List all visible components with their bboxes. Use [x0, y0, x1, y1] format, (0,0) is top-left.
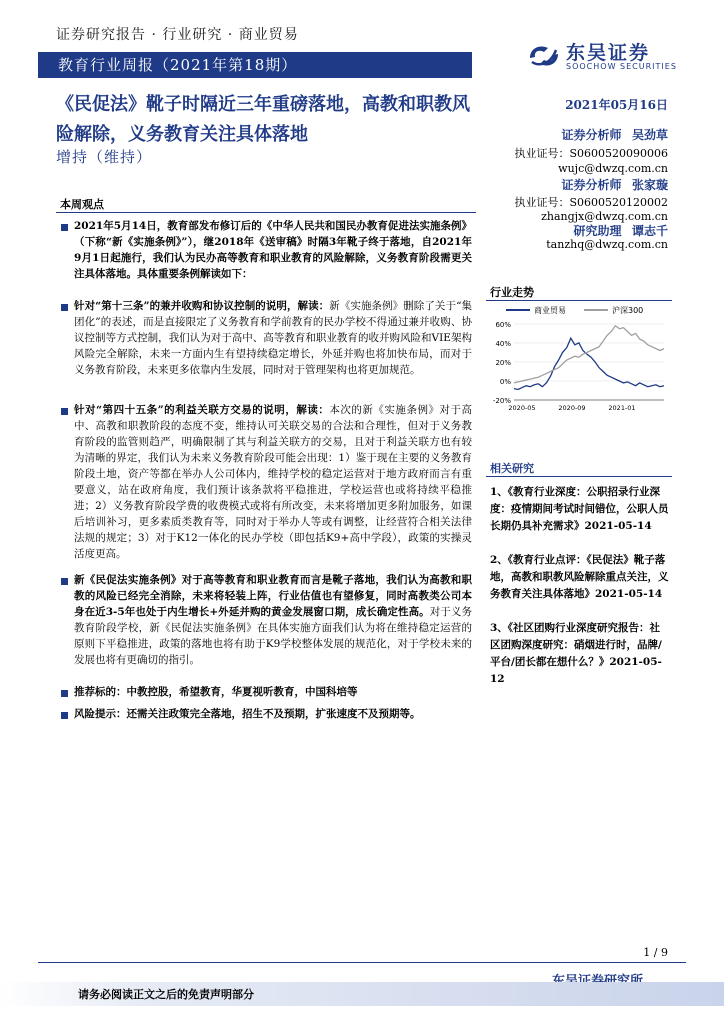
bullet-bold: 推荐标的：中教控股，希望教育，华夏视听教育，中国科培等: [74, 686, 358, 698]
logo-mark-icon: [526, 40, 562, 72]
bullet-icon: [61, 304, 68, 311]
x-tick-label: 2020-09: [558, 404, 586, 412]
analyst-name: 谭志千: [631, 224, 668, 238]
logo-text-en: SOOCHOW SECURITIES: [566, 62, 677, 71]
analyst-email[interactable]: zhangjx@dwzq.com.cn: [541, 210, 668, 223]
report-category: 证券研究报告 · 行业研究 · 商业贸易: [56, 27, 299, 43]
related-item[interactable]: 1、《教育行业深度：公职招录行业深度：疫情期间考试时间错位，公职人员长期仍具补充需求》2021-05-14: [490, 486, 669, 532]
analyst-name: 张家璇: [631, 178, 668, 192]
y-tick-label: 40%: [495, 339, 511, 348]
related-divider: [486, 476, 672, 477]
analyst-name: 吴劲草: [631, 128, 668, 142]
disclaimer-note: 请务必阅读正文之后的免责声明部分: [78, 988, 254, 1001]
related-research-label: 相关研究: [490, 462, 534, 475]
report-series-title: 教育行业周报（2021年第18期）: [58, 56, 298, 74]
bullet-icon: [61, 690, 68, 697]
legend-label: 沪深300: [612, 306, 644, 315]
rating: 增持（维持）: [56, 148, 153, 166]
y-tick-label: 20%: [495, 358, 511, 367]
bullet-paragraph: [74, 218, 472, 282]
analyst-3: [573, 222, 668, 239]
analyst-email[interactable]: tanzhq@dwzq.com.cn: [546, 238, 668, 251]
bullet-icon: [61, 578, 68, 585]
bullet-icon: [61, 224, 68, 231]
bullet-paragraph: [74, 706, 472, 722]
industry-trend-chart: [484, 300, 672, 418]
bullet-bold: 2021年5月14日，教育部发布修订后的《中华人民共和国民办教育促进法实施条例》（下称“新《实施条例》”），继2018年《送审稿》时隔3年靴子终于落地，自2021年9月1日起施行，我们认为民办高等教育和职业教育的风险解除，义务教育阶段需更关注具体落地。具体重要条例解读如下：: [74, 220, 472, 280]
bullet-bold: 针对“第四十五条”的利益关联方交易的说明，解读：: [74, 404, 330, 416]
analyst-role: 证券分析师: [561, 128, 622, 142]
footer-divider: [38, 962, 686, 963]
bullet-bold: 针对“第十三条”的兼并收购和协议控制的说明，解读：: [74, 300, 330, 312]
bullet-paragraph: [74, 684, 472, 700]
chart-title: 行业走势: [490, 286, 534, 299]
y-tick-label: 60%: [495, 320, 511, 329]
series-line: [514, 326, 664, 383]
y-tick-label: -20%: [492, 397, 511, 405]
legend-label: 商业贸易: [534, 306, 566, 315]
bullet-bold: 新《民促法实施条例》对于高等教育和职业教育而言是靴子落地，我们认为高教和职教的风险已经完全消除，未来将轻装上阵，行业估值也有望修复，同时高教类公司本身在近3-5年也处于内生增长+外延并购的黄金发展窗口期，成长确定性高。: [74, 574, 472, 618]
section-label: 本周观点: [60, 198, 104, 211]
analyst-cert: 执业证号：S0600520090006: [514, 147, 668, 160]
analyst-cert: 执业证号：S0600520120002: [514, 196, 668, 209]
bullet-icon: [61, 408, 68, 415]
report-date: 2021年05月16日: [565, 98, 668, 112]
bullet-paragraph: [74, 572, 472, 668]
bullet-paragraph: [74, 298, 472, 378]
section-divider: [56, 212, 476, 213]
bullet-icon: [61, 712, 68, 719]
analyst-role: 研究助理: [573, 224, 622, 238]
related-item[interactable]: 3、《社区团购行业深度研究报告：社区团购深度研究：硝烟进行时，品牌/平台/团长都在想什么？》2021-05-12: [490, 622, 662, 685]
x-tick-label: 2021-01: [608, 404, 636, 412]
bullet-text: 本次的新《实施条例》对于高中、高教和职教阶段的态度不变，维持认可关联交易的合法和合理性，但对于义务教育阶段的监管则趋严，明确限制了其与利益关联方的交易，且对于利益关联方也有较为清晰的界定，我们认为未来义务教育阶段可能会出现：1）鉴于现在主要的义务教育阶段土地，资产等都在举办人公司体内，维持学校的稳定运营对于地方政府而言有重要意义，站在政府角度，我们预计该条款将平稳推进，学校运营也或将持续平稳推进；2）义务教育阶段学费的收费模式或将有所改变，未来将增加更多附加服务，如课后培训补习，更多素质类教育等，同时对于举办人等或有调整，让经营符合相关法律法规的规定；3）对于K12一体化的民办学校（即包括K9+高中学段），政策的实操灵活度更高。: [74, 404, 472, 560]
analyst-role: 证券分析师: [561, 178, 622, 192]
report-headline: 《民促法》靴子时隔近三年重磅落地，高教和职教风险解除，义务教育关注具体落地: [56, 94, 470, 145]
analyst-email[interactable]: wujc@dwzq.com.cn: [558, 162, 668, 175]
analyst-2: [561, 176, 668, 193]
bullet-bold: 风险提示：还需关注政策完全落地，招生不及预期，扩张速度不及预期等。: [74, 708, 421, 720]
x-tick-label: 2020-05: [508, 404, 536, 412]
bullet-paragraph: [74, 402, 472, 562]
series-line: [514, 338, 664, 389]
bullet-text: 新《实施条例》删除了关于“集团化”的表述，而是直接限定了义务教育和学前教育的民办学校不得通过兼并收购、协议控制等方式控制，我们认为对于高中、高等教育和职业教育的收并购风险和VIE架构风险完全解除，未来一方面内生有望持续稳定增长，外延并购也将加快布局，而对于义务教育阶段，未来更多依靠内生发展，同时对于管理架构也将更加规范。: [74, 300, 473, 376]
analyst-1: [561, 126, 668, 143]
related-item[interactable]: 2、《教育行业点评：《民促法》靴子落地，高教和职教风险解除重点关注，义务教育关注具体落地》2021-05-14: [490, 554, 669, 600]
page-number: 1 / 9: [643, 946, 668, 959]
bullet-text: 对于义务教育阶段学校，新《民促法实施条例》在具体实施方面我们认为将在维持稳定运营的原则下平稳推进，政策的落地也将有助于K9学校整体发展的规范化，对于学校未来的发展也将有更确切的指引。: [74, 606, 472, 666]
y-tick-label: 0%: [499, 377, 511, 386]
logo-text: 东吴证券: [566, 42, 651, 64]
